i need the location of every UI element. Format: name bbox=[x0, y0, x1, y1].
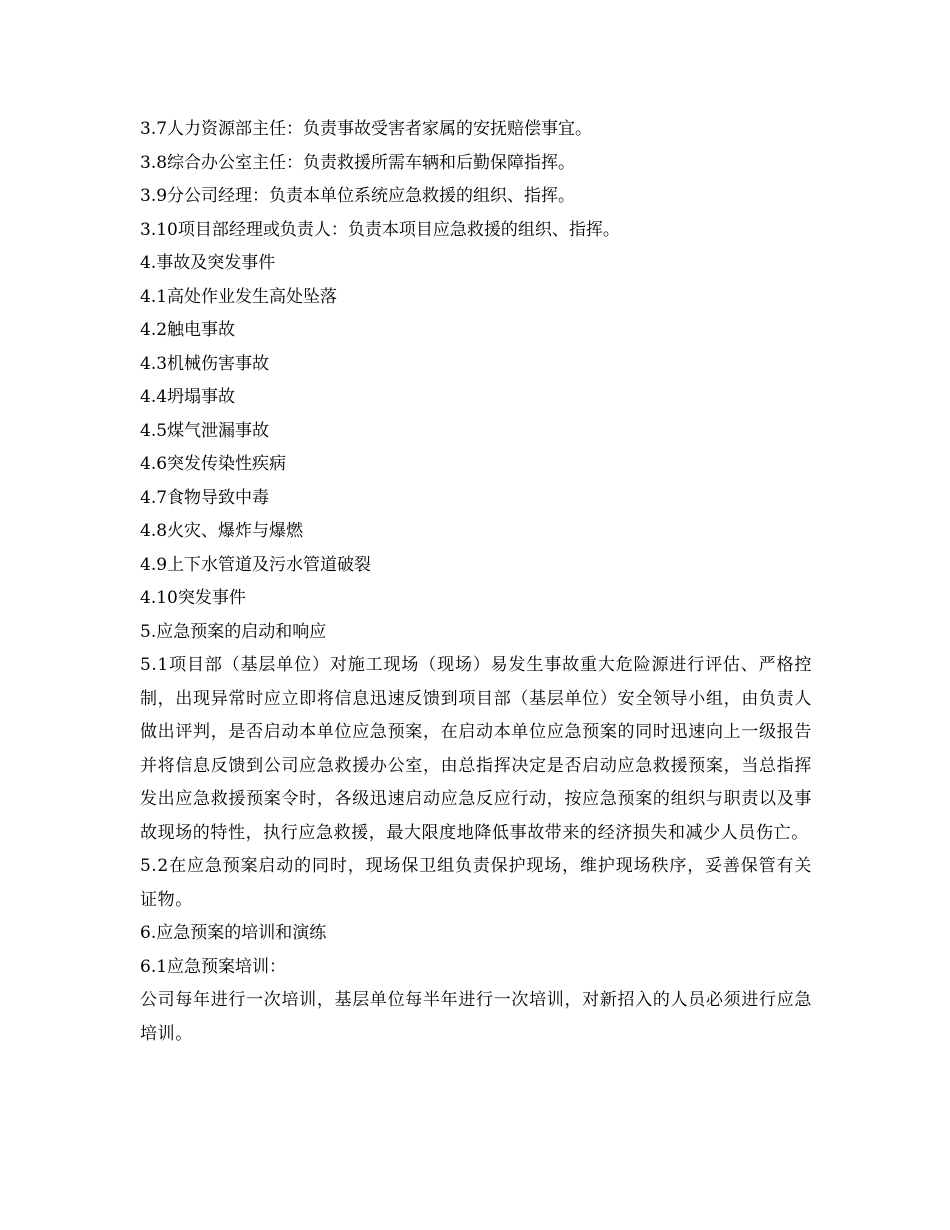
paragraph-5-2: 5.2在应急预案启动的同时，现场保卫组负责保护现场，维护现场秩序，妥善保管有关证物。 bbox=[140, 856, 812, 910]
heading-4: 4.事故及突发事件 bbox=[140, 253, 276, 273]
item-4-3: 4.3机械伤害事故 bbox=[140, 353, 270, 374]
heading-5: 5.应急预案的启动和响应 bbox=[140, 621, 327, 642]
paragraph-5-1: 5.1项目部（基层单位）对施工现场（现场）易发生事故重大危险源进行评估、严格控制，出现异常时应立即将信息迅速反馈到项目部（基层单位）安全领导小组，由负责人做出评判，是否启动本单位应急预案，在启动本单位应急预案的同时迅速向上一级报告并将信息反馈到公司应急救援办公室，由总指挥决定是否启动应急救援预案，当总指挥发出应急救援预案令时，各级迅速启动应急反应行动，按应急预案的组织与职责以及事故现场的特性，执行应急救援，最大限度地降低事故带来的经济损失和减少人员伤亡。 bbox=[140, 655, 812, 843]
item-4-8: 4.8火灾、爆炸与爆燃 bbox=[140, 521, 304, 541]
item-4-6: 4.6突发传染性疾病 bbox=[140, 454, 287, 474]
item-4-9: 4.9上下水管道及污水管道破裂 bbox=[140, 554, 372, 575]
heading-6-1: 6.1应急预案培训： bbox=[140, 956, 287, 977]
item-4-10: 4.10突发事件 bbox=[140, 588, 246, 608]
item-4-2: 4.2触电事故 bbox=[140, 320, 236, 340]
item-3-7: 3.7人力资源部主任：负责事故受害者家属的安抚赔偿事宜。 bbox=[140, 119, 593, 139]
item-4-4: 4.4坍塌事故 bbox=[140, 387, 236, 407]
item-4-7: 4.7食物导致中毒 bbox=[140, 487, 270, 508]
heading-6: 6.应急预案的培训和演练 bbox=[140, 923, 327, 943]
item-3-10: 3.10项目部经理或负责人：负责本项目应急救援的组织、指挥。 bbox=[140, 219, 620, 240]
document-body bbox=[140, 113, 812, 1051]
item-4-5: 4.5煤气泄漏事故 bbox=[140, 420, 270, 441]
paragraph-6-1: 公司每年进行一次培训，基层单位每半年进行一次培训，对新招入的人员必须进行应急培训。 bbox=[140, 990, 812, 1044]
item-4-1: 4.1高处作业发生高处坠落 bbox=[140, 286, 338, 307]
item-3-8: 3.8综合办公室主任：负责救援所需车辆和后勤保障指挥。 bbox=[140, 152, 576, 173]
item-3-9: 3.9分公司经理：负责本单位系统应急救援的组织、指挥。 bbox=[140, 186, 576, 206]
